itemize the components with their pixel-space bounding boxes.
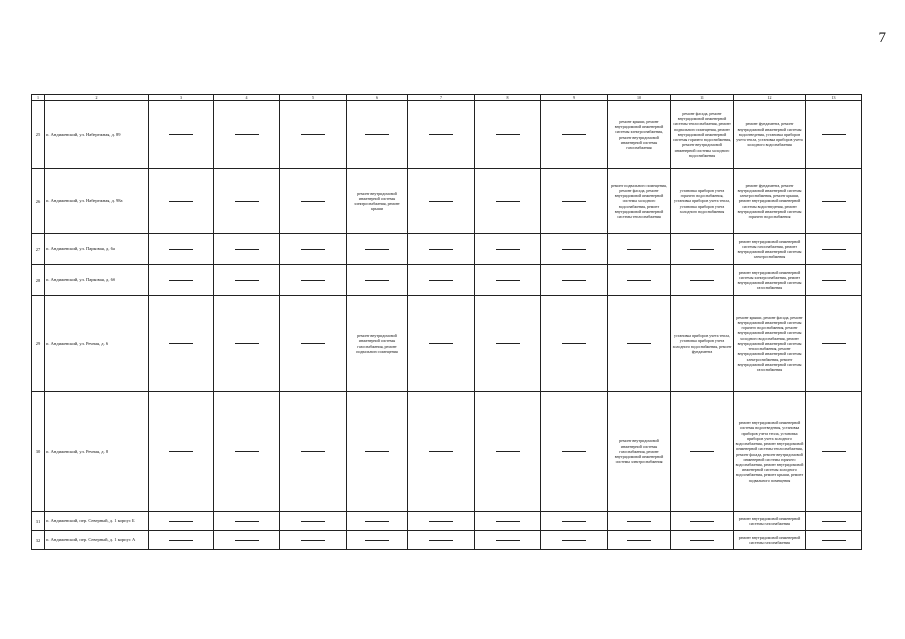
dash-mark <box>627 343 651 344</box>
dash-mark <box>301 280 325 281</box>
row-number: 26 <box>32 169 45 234</box>
empty-cell-col-11 <box>671 234 734 265</box>
dash-mark <box>496 249 520 250</box>
empty-cell-col-5 <box>280 392 347 512</box>
dash-mark <box>429 280 453 281</box>
dash-mark <box>169 540 193 541</box>
empty-cell-col-13 <box>806 234 862 265</box>
dash-mark <box>496 343 520 344</box>
address-cell: п. Андижевский, ул. Речная, д. 6 <box>45 296 149 392</box>
works-cell-col-10: ремонт внутридомовой инженерной системы газоснабжения, ремонт внутридомовой инженерной системы электроснабжения <box>608 392 671 512</box>
dash-mark <box>301 521 325 522</box>
repair-works-table <box>31 94 862 550</box>
address-cell: п. Андижевский, пер. Северный, д. 1 корпус Б <box>45 512 149 531</box>
address-cell: п. Андижевский, ул. Набережная, д. 98а <box>45 169 149 234</box>
empty-cell-col-8 <box>475 296 541 392</box>
dash-mark <box>169 201 193 202</box>
dash-mark <box>562 134 586 135</box>
empty-cell-col-4 <box>214 531 280 550</box>
address-cell: п. Андижевский, ул. Парковая, д. 6а <box>45 234 149 265</box>
dash-mark <box>627 280 651 281</box>
dash-mark <box>429 540 453 541</box>
empty-cell-col-13 <box>806 392 862 512</box>
empty-cell-col-13 <box>806 531 862 550</box>
empty-cell-col-4 <box>214 296 280 392</box>
empty-cell-col-3 <box>149 101 214 169</box>
empty-cell-col-9 <box>541 296 608 392</box>
row-number: 29 <box>32 296 45 392</box>
column-number-10: 10 <box>608 95 671 101</box>
dash-mark <box>235 343 259 344</box>
dash-mark <box>690 451 714 452</box>
row-number: 25 <box>32 101 45 169</box>
dash-mark <box>690 249 714 250</box>
dash-mark <box>235 201 259 202</box>
empty-cell-col-13 <box>806 265 862 296</box>
empty-cell-col-7 <box>408 265 475 296</box>
dash-mark <box>496 521 520 522</box>
dash-mark <box>562 540 586 541</box>
empty-cell-col-4 <box>214 512 280 531</box>
dash-mark <box>496 280 520 281</box>
empty-cell-col-5 <box>280 234 347 265</box>
dash-mark <box>822 540 846 541</box>
empty-cell-col-9 <box>541 531 608 550</box>
dash-mark <box>690 540 714 541</box>
column-number-7: 7 <box>408 95 475 101</box>
empty-cell-col-10 <box>608 531 671 550</box>
works-cell-col-12: ремонт внутридомовой инженерной системы газоснабжения <box>734 512 806 531</box>
dash-mark <box>822 280 846 281</box>
column-number-6: 6 <box>347 95 408 101</box>
dash-mark <box>627 521 651 522</box>
empty-cell-col-9 <box>541 392 608 512</box>
empty-cell-col-10 <box>608 234 671 265</box>
empty-cell-col-3 <box>149 234 214 265</box>
table-row <box>32 265 862 296</box>
dash-mark <box>301 343 325 344</box>
table-row <box>32 531 862 550</box>
works-cell-col-10: ремонт крыши, ремонт внутридомовой инженерной системы электроснабжения, ремонт внутридомовой инженерной системы газоснабжения <box>608 101 671 169</box>
table-row <box>32 234 862 265</box>
dash-mark <box>169 249 193 250</box>
works-cell-col-6: ремонт внутридомовой инженерной системы электроснабжения, ремонт крыши <box>347 169 408 234</box>
empty-cell-col-8 <box>475 531 541 550</box>
empty-cell-col-3 <box>149 392 214 512</box>
empty-cell-col-3 <box>149 296 214 392</box>
dash-mark <box>822 451 846 452</box>
row-number: 31 <box>32 512 45 531</box>
empty-cell-col-13 <box>806 296 862 392</box>
works-cell-col-11: ремонт фасада, ремонт внутридомовой инженерной системы теплоснабжения, ремонт подвального помещения, ремонт внутридомовой инженерной системы горячего водоснабжения, ремонт внутридомовой инженерной системы холодного водоснабжения <box>671 101 734 169</box>
empty-cell-col-13 <box>806 169 862 234</box>
dash-mark <box>365 540 389 541</box>
empty-cell-col-7 <box>408 169 475 234</box>
dash-mark <box>627 540 651 541</box>
row-number: 32 <box>32 531 45 550</box>
empty-cell-col-4 <box>214 265 280 296</box>
works-cell-col-6: ремонт внутридомовой инженерной системы газоснабжения, ремонт подвального помещения <box>347 296 408 392</box>
empty-cell-col-6 <box>347 101 408 169</box>
dash-mark <box>562 343 586 344</box>
dash-mark <box>562 451 586 452</box>
works-cell-col-11: установка приборов учета горячего водоснабжения, установка приборов учета тепла, установка приборов учета холодного водоснабжения <box>671 169 734 234</box>
column-number-4: 4 <box>214 95 280 101</box>
dash-mark <box>169 280 193 281</box>
empty-cell-col-10 <box>608 512 671 531</box>
dash-mark <box>496 134 520 135</box>
address-cell: п. Андижевский, ул. Парковая, д. 6б <box>45 265 149 296</box>
dash-mark <box>429 249 453 250</box>
dash-mark <box>365 521 389 522</box>
empty-cell-col-6 <box>347 265 408 296</box>
empty-cell-col-9 <box>541 512 608 531</box>
works-cell-col-12: ремонт фундамента, ремонт внутридомовой инженерной системы водоотведения, установка приборов учета тепла, установка приборов учета холодного водоснабжения <box>734 101 806 169</box>
empty-cell-col-5 <box>280 169 347 234</box>
empty-cell-col-7 <box>408 234 475 265</box>
empty-cell-col-5 <box>280 531 347 550</box>
empty-cell-col-9 <box>541 265 608 296</box>
empty-cell-col-6 <box>347 512 408 531</box>
empty-cell-col-5 <box>280 101 347 169</box>
column-number-2: 2 <box>45 95 149 101</box>
dash-mark <box>365 280 389 281</box>
empty-cell-col-6 <box>347 392 408 512</box>
dash-mark <box>301 201 325 202</box>
dash-mark <box>235 280 259 281</box>
empty-cell-col-11 <box>671 392 734 512</box>
dash-mark <box>822 521 846 522</box>
table-body <box>32 101 862 550</box>
empty-cell-col-11 <box>671 265 734 296</box>
dash-mark <box>235 249 259 250</box>
works-cell-col-11: установка приборов учета тепла, установка приборов учета холодного водоснабжения, ремонт фундамента <box>671 296 734 392</box>
address-cell: п. Андижевский, ул. Речная, д. 8 <box>45 392 149 512</box>
empty-cell-col-8 <box>475 265 541 296</box>
row-number: 28 <box>32 265 45 296</box>
address-cell: п. Андижевский, пер. Северный, д. 1 корпус А <box>45 531 149 550</box>
dash-mark <box>429 521 453 522</box>
empty-cell-col-4 <box>214 234 280 265</box>
dash-mark <box>690 521 714 522</box>
table-row <box>32 296 862 392</box>
empty-cell-col-7 <box>408 512 475 531</box>
empty-cell-col-4 <box>214 101 280 169</box>
table-row <box>32 169 862 234</box>
column-number-9: 9 <box>541 95 608 101</box>
dash-mark <box>562 521 586 522</box>
empty-cell-col-13 <box>806 101 862 169</box>
empty-cell-col-7 <box>408 296 475 392</box>
works-cell-col-12: ремонт внутридомовой инженерной системы газоснабжения, ремонт внутридомовой инженерной системы электроснабжения <box>734 234 806 265</box>
column-number-11: 11 <box>671 95 734 101</box>
empty-cell-col-8 <box>475 101 541 169</box>
works-cell-col-12: ремонт внутридомовой инженерной системы газоснабжения <box>734 531 806 550</box>
empty-cell-col-9 <box>541 169 608 234</box>
works-cell-col-12: ремонт внутридомовой инженерной системы электроснабжения, ремонт внутридомовой инженерной системы газоснабжения <box>734 265 806 296</box>
empty-cell-col-3 <box>149 512 214 531</box>
dash-mark <box>496 201 520 202</box>
empty-cell-col-10 <box>608 296 671 392</box>
empty-cell-col-13 <box>806 512 862 531</box>
dash-mark <box>235 521 259 522</box>
works-cell-col-12: ремонт крыши, ремонт фасада, ремонт внутридомовой инженерной системы горячего водоснабжения, ремонт внутридомовой инженерной системы холодного водоснабжения, ремонт внутридомовой инженерной системы теплоснабжения, ремонт внутридомовой инженерной системы электроснабжения, ремонт внутридомовой инженерной системы газоснабжения <box>734 296 806 392</box>
dash-mark <box>822 249 846 250</box>
works-cell-col-10: ремонт подвального помещения, ремонт фасада, ремонт внутридомовой инженерной системы холодного водоснабжения, ремонт внутридомовой инженерной системы теплоснабжения <box>608 169 671 234</box>
dash-mark <box>429 451 453 452</box>
table-row <box>32 512 862 531</box>
empty-cell-col-7 <box>408 531 475 550</box>
empty-cell-col-5 <box>280 265 347 296</box>
column-number-3: 3 <box>149 95 214 101</box>
empty-cell-col-4 <box>214 392 280 512</box>
empty-cell-col-6 <box>347 234 408 265</box>
column-number-5: 5 <box>280 95 347 101</box>
dash-mark <box>169 521 193 522</box>
dash-mark <box>169 451 193 452</box>
dash-mark <box>301 540 325 541</box>
table-row <box>32 392 862 512</box>
dash-mark <box>169 343 193 344</box>
empty-cell-col-9 <box>541 101 608 169</box>
empty-cell-col-8 <box>475 392 541 512</box>
dash-mark <box>562 280 586 281</box>
works-cell-col-12: ремонт фундамента, ремонт внутридомовой инженерной системы электроснабжения, ремонт крыши, ремонт внутридомовой инженерной системы водоотведения, ремонт внутридомовой инженерной системы горячего водоснабжения <box>734 169 806 234</box>
row-number: 30 <box>32 392 45 512</box>
empty-cell-col-7 <box>408 392 475 512</box>
dash-mark <box>429 134 453 135</box>
empty-cell-col-3 <box>149 169 214 234</box>
empty-cell-col-11 <box>671 512 734 531</box>
empty-cell-col-5 <box>280 296 347 392</box>
dash-mark <box>496 540 520 541</box>
empty-cell-col-3 <box>149 265 214 296</box>
column-number-8: 8 <box>475 95 541 101</box>
row-number: 27 <box>32 234 45 265</box>
dash-mark <box>562 201 586 202</box>
dash-mark <box>822 343 846 344</box>
dash-mark <box>301 134 325 135</box>
works-cell-col-12: ремонт внутридомовой инженерной системы водоотведения, установка приборов учета тепла, установка приборов учета холодного водоснабжения, ремонт внутридомовой инженерной системы теплоснабжения, ремонт фасада, ремонт внутридомовой инженерной системы горячего водоснабжения, ремонт внутридомовой инженерной системы холодного водоснабжения, ремонт крыши, ремонт подвального помещения <box>734 392 806 512</box>
address-cell: п. Андижевский, ул. Набережная, д. 89 <box>45 101 149 169</box>
empty-cell-col-11 <box>671 531 734 550</box>
dash-mark <box>822 134 846 135</box>
empty-cell-col-9 <box>541 234 608 265</box>
column-number-1: 1 <box>32 95 45 101</box>
dash-mark <box>301 451 325 452</box>
dash-mark <box>429 201 453 202</box>
empty-cell-col-4 <box>214 169 280 234</box>
empty-cell-col-5 <box>280 512 347 531</box>
dash-mark <box>429 343 453 344</box>
empty-cell-col-10 <box>608 265 671 296</box>
dash-mark <box>365 249 389 250</box>
table-row <box>32 101 862 169</box>
page-number: 7 <box>878 30 886 46</box>
dash-mark <box>235 134 259 135</box>
empty-cell-col-6 <box>347 531 408 550</box>
column-number-12: 12 <box>734 95 806 101</box>
dash-mark <box>235 451 259 452</box>
column-number-13: 13 <box>806 95 862 101</box>
dash-mark <box>169 134 193 135</box>
dash-mark <box>365 451 389 452</box>
dash-mark <box>301 249 325 250</box>
dash-mark <box>822 201 846 202</box>
empty-cell-col-8 <box>475 234 541 265</box>
dash-mark <box>562 249 586 250</box>
dash-mark <box>365 134 389 135</box>
empty-cell-col-7 <box>408 101 475 169</box>
dash-mark <box>496 451 520 452</box>
empty-cell-col-8 <box>475 169 541 234</box>
dash-mark <box>235 540 259 541</box>
empty-cell-col-8 <box>475 512 541 531</box>
dash-mark <box>627 249 651 250</box>
empty-cell-col-3 <box>149 531 214 550</box>
dash-mark <box>690 280 714 281</box>
